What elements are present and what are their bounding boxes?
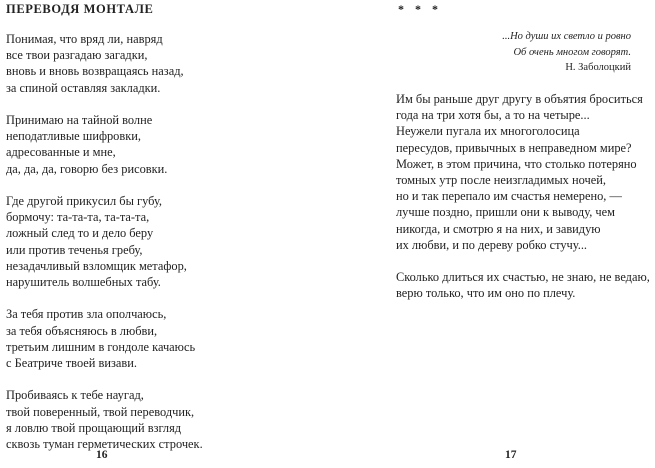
poem-line: неподатливые шифровки, — [6, 129, 141, 144]
epigraph-line: ...Но души их светло и ровно — [502, 31, 631, 42]
poem-line: да, да, да, говорю без рисовки. — [6, 161, 168, 176]
poem-line: их любви, и по дереву робко стучу... — [396, 237, 588, 252]
poem-line: Сколько длиться их счастью, не знаю, не ведаю, — [396, 270, 650, 285]
poem-line: ложный след то и дело беру — [6, 226, 154, 241]
stanza — [396, 269, 650, 301]
poem-line: или против теченья гребу, — [6, 242, 143, 257]
poem-line: за тебя объясняюсь в любви, — [6, 323, 158, 338]
poem-line: никогда, и смотрю я на них, и завидую — [396, 221, 601, 236]
poem-line: нарушитель волшебных табу. — [6, 275, 161, 290]
poem-line: незадачливый взломщик метафор, — [6, 258, 187, 273]
poem-line: лучше поздно, пришли они к выводу, чем — [396, 205, 615, 220]
poem-line: томных утр после неизгладимых ночей, — [396, 173, 606, 188]
poem-line: с Беатриче твоей визави. — [6, 356, 137, 371]
poem-line: Принимаю на тайной волне — [6, 113, 153, 127]
epigraph — [371, 29, 631, 76]
epigraph-author: Н. Заболоцкий — [565, 62, 631, 73]
poem-line: я ловлю твой прощающий взгляд — [6, 420, 182, 435]
section-mark: * * * — [398, 2, 442, 16]
stanza — [6, 112, 203, 177]
epigraph-line: Об очень многом говорят. — [513, 46, 631, 58]
poem-line: адресованные и мне, — [6, 145, 116, 160]
poem-line: Где другой прикусил бы губу, — [6, 194, 162, 208]
poem-line: Неужели пугала их многоголосица — [396, 124, 580, 139]
stanza — [6, 387, 203, 452]
stanza — [6, 193, 203, 290]
poem-line: бормочу: та-та-та, та-та-та, — [6, 210, 150, 225]
poem-line: пересудов, привычных в неправедном мире? — [396, 140, 632, 155]
poem-line: Понимая, что вряд ли, навряд — [6, 32, 163, 46]
poem-line: твой поверенный, твой переводчик, — [6, 404, 195, 419]
left-page — [0, 0, 328, 464]
poem-line: Может, в этом причина, что столько потеряно — [396, 156, 637, 171]
stanza — [6, 31, 203, 96]
poem-line: Им бы раньше друг другу в объятия броситься — [396, 92, 643, 106]
stanza — [6, 306, 203, 371]
right-page — [328, 0, 655, 464]
poem-body-right — [396, 91, 650, 318]
poem-line: За тебя против зла ополчаюсь, — [6, 307, 167, 322]
stanza — [396, 91, 650, 253]
poem-line: но и так перепало им счастья немерено, — — [396, 189, 622, 204]
page-number-left: 16 — [96, 449, 108, 461]
poem-line: сквозь туман герметических строчек. — [6, 437, 203, 452]
poem-line: верю только, что им оно по плечу. — [396, 286, 576, 301]
poem-line: все твои разгадаю загадки, — [6, 48, 148, 63]
poem-body-left — [6, 31, 203, 468]
poem-line: Пробиваясь к тебе наугад, — [6, 388, 144, 403]
poem-line: третьим лишним в гондоле качаюсь — [6, 339, 196, 354]
poem-line: года на три хотя бы, а то на четыре... — [396, 108, 590, 123]
poem-line: вновь и вновь возвращаясь назад, — [6, 64, 184, 79]
poem-line: за спиной оставляя закладки. — [6, 80, 161, 95]
page-number-right: 17 — [505, 449, 517, 461]
poem-title: ПЕРЕВОДЯ МОНТАЛЕ — [6, 2, 154, 16]
